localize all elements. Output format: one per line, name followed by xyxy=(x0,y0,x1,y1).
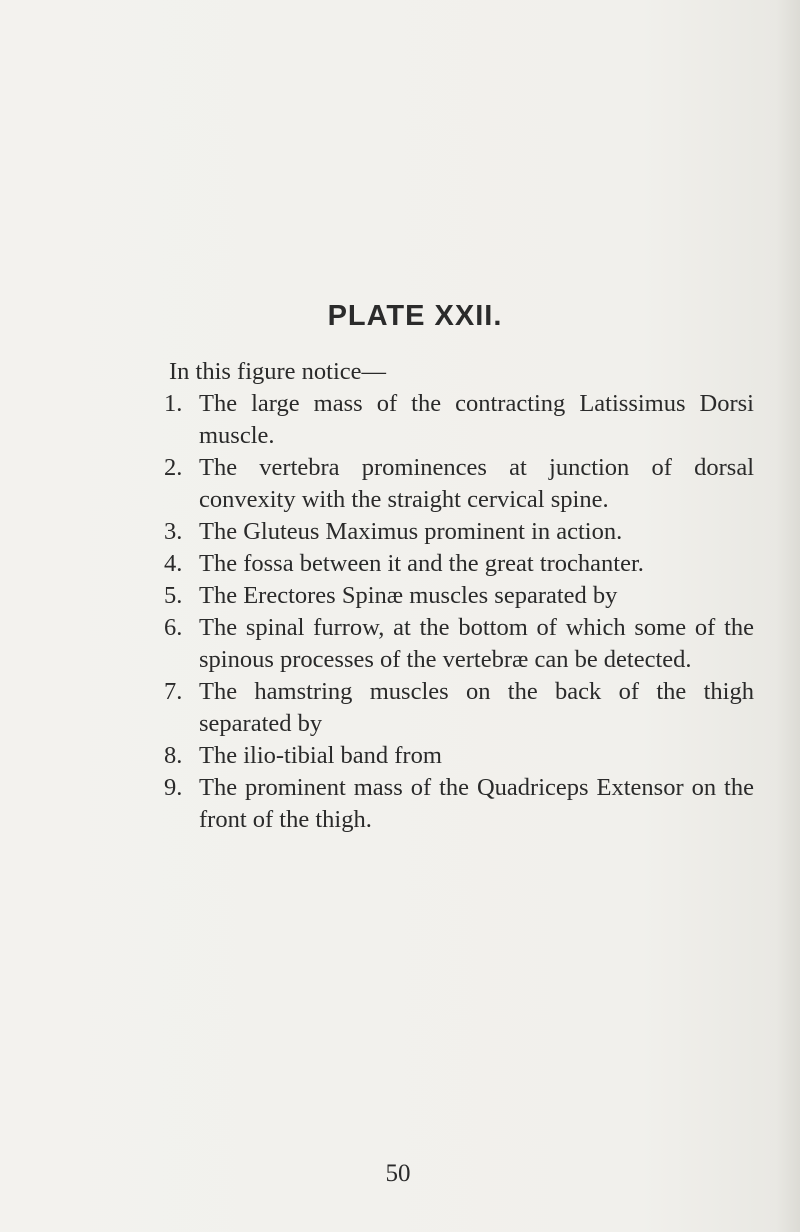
item-number: 7. xyxy=(164,678,183,705)
item-text: The ilio-tibial band from xyxy=(199,742,442,769)
item-text: The Erectores Spinæ muscles separated by xyxy=(199,582,618,609)
item-text: The vertebra prominences at junction of dorsal convexity with the straight cervical spine. xyxy=(199,454,754,513)
list-item xyxy=(164,516,754,548)
list-item xyxy=(164,388,754,452)
item-number: 3. xyxy=(164,518,183,545)
list-item xyxy=(164,740,754,772)
item-text: The Gluteus Maximus prominent in action. xyxy=(199,518,623,545)
item-number: 9. xyxy=(164,774,183,801)
plate-title: PLATE XXII. xyxy=(327,300,503,332)
list-item xyxy=(164,548,754,580)
item-number: 4. xyxy=(164,550,183,577)
page-number: 50 xyxy=(385,1160,411,1187)
item-text: The spinal furrow, at the bottom of which some of the spinous processes of the vertebræ can be detected. xyxy=(199,614,754,673)
item-text: The hamstring muscles on the back of the thigh separated by xyxy=(199,678,754,737)
list-item xyxy=(164,612,754,676)
list-item xyxy=(164,452,754,516)
item-number: 1. xyxy=(164,390,183,417)
intro-text: In this figure notice— xyxy=(169,358,387,385)
item-text: The prominent mass of the Quadriceps Extensor on the front of the thigh. xyxy=(199,774,754,833)
item-number: 8. xyxy=(164,742,183,769)
list-item xyxy=(164,580,754,612)
item-number: 5. xyxy=(164,582,183,609)
item-text: The large mass of the contracting Latissimus Dorsi muscle. xyxy=(199,390,754,449)
item-number: 6. xyxy=(164,614,183,641)
list-item xyxy=(164,676,754,740)
list-item xyxy=(164,772,754,836)
notice-list xyxy=(164,388,754,836)
item-text: The fossa between it and the great trochanter. xyxy=(199,550,644,577)
item-number: 2. xyxy=(164,454,183,481)
